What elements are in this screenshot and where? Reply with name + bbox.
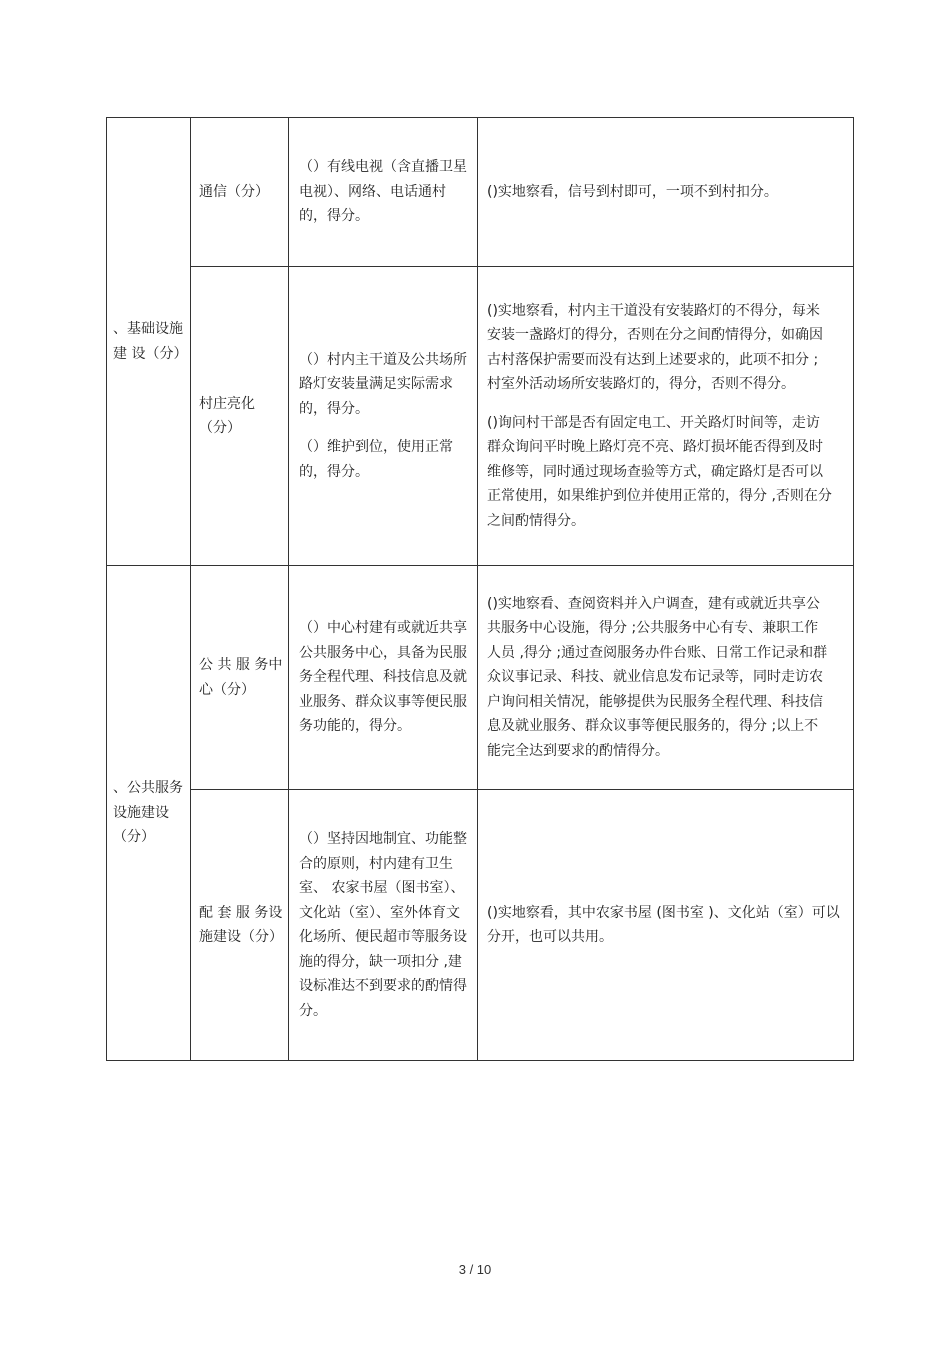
- item-name-supporting-facilities: 配 套 服 务设施建设（分）: [199, 904, 283, 945]
- item-name-service-center: 公 共 服 务中心（分）: [199, 657, 283, 698]
- standard-supporting-facilities: （）坚持因地制宜、功能整合的原则，村内建有卫生室、 农家书屋（图书室）、文化站（室）、室外体育文化场所、便民超市等服务设施的得分，缺一项扣分 ,建设标准达不到要求的酌情得分。: [299, 831, 467, 1019]
- method-telecom: ()实地察看，信号到村即可，一项不到村扣分。: [487, 183, 778, 200]
- method-supporting-facilities: ()实地察看，其中农家书屋 (图书室 )、文化站（室）可以分开，也可以共用。: [487, 904, 840, 945]
- item-name-telecom: 通信（分）: [199, 183, 269, 200]
- method-service-center: ()实地察看、查阅资料并入户调查，建有或就近共享公共服务中心设施，得分 ;公共服务中心有专、兼职工作人员 ,得分 ;通过查阅服务办件台账、日常工作记录和群众议事记录、科技、就业信息发布记录等，同时走访农户询问相关情况，能够提供为民服务全程代理、科技信息及就业服务、群众议事等便民服务的，得分 ;以上不能完全达到要求的酌情得分。: [487, 595, 828, 759]
- evaluation-table: [106, 117, 854, 1061]
- column-divider: [190, 118, 191, 1060]
- section-label-infrastructure: 、基础设施 建 设（分）: [113, 321, 188, 362]
- standard-lighting: （）村内主干道及公共场所路灯安装量满足实际需求的，得分。 （）维护到位，使用正常的，得分。: [299, 351, 467, 480]
- method-lighting: ()实地察看，村内主干道没有安装路灯的不得分，每米安装一盏路灯的得分，否则在分之间酌情得分，如确因古村落保护需要而没有达到上述要求的，此项不扣分 ;村室外活动场所安装路灯的，得分，否则不得分。 ()询问村干部是否有固定电工、开关路灯时间等，走访群众询问平时晚上路灯亮不亮、路灯损坏能否得到及时维修等，同时通过现场查验等方式，确定路灯是否可以正常使用，如果维护到位并使用正常的，得分 ,否则在分之间酌情得分。: [487, 302, 832, 529]
- column-divider: [477, 118, 478, 1060]
- page-number: 3 / 10: [458, 1262, 492, 1277]
- column-divider: [288, 118, 289, 1060]
- item-name-lighting: 村庄亮化（分）: [199, 395, 255, 436]
- standard-telecom: （）有线电视（含直播卫星电视）、网络、电话通村的，得分。: [299, 159, 467, 225]
- standard-service-center: （）中心村建有或就近共享公共服务中心，具备为民服务全程代理、科技信息及就业服务、群众议事等便民服务功能的，得分。: [299, 620, 467, 735]
- section-label-public-service: 、公共服务设施建设（分）: [113, 780, 183, 846]
